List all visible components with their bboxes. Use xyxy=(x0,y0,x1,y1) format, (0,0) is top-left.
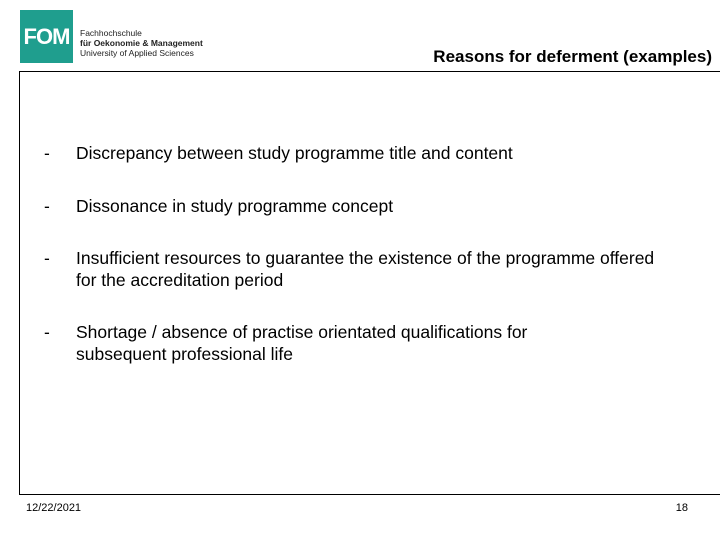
item-text: Discrepancy between study programme title and content xyxy=(76,143,513,163)
item-text: Shortage / absence of practise orientated qualifications for subsequent professional life xyxy=(76,322,528,364)
bullet: - xyxy=(44,322,50,342)
logo xyxy=(20,10,73,63)
logo-line: Fachhochschule xyxy=(80,28,142,38)
logo-line: University of Applied Sciences xyxy=(80,48,194,58)
logo-line: für Oekonomie & Management xyxy=(80,38,203,48)
logo-mark: FOM xyxy=(23,23,70,49)
bullet: - xyxy=(44,196,50,216)
bullet: - xyxy=(44,248,50,268)
bullet: - xyxy=(44,143,50,163)
footer-date: 12/22/2021 xyxy=(26,502,82,514)
slide-title: Reasons for deferment (examples) xyxy=(433,47,712,66)
logo-text xyxy=(80,28,203,58)
page-number: 18 xyxy=(675,502,688,514)
item-text: Insufficient resources to guarantee the existence of the programme offered for the accreditation period xyxy=(76,248,655,290)
item-text: Dissonance in study programme concept xyxy=(76,196,394,216)
